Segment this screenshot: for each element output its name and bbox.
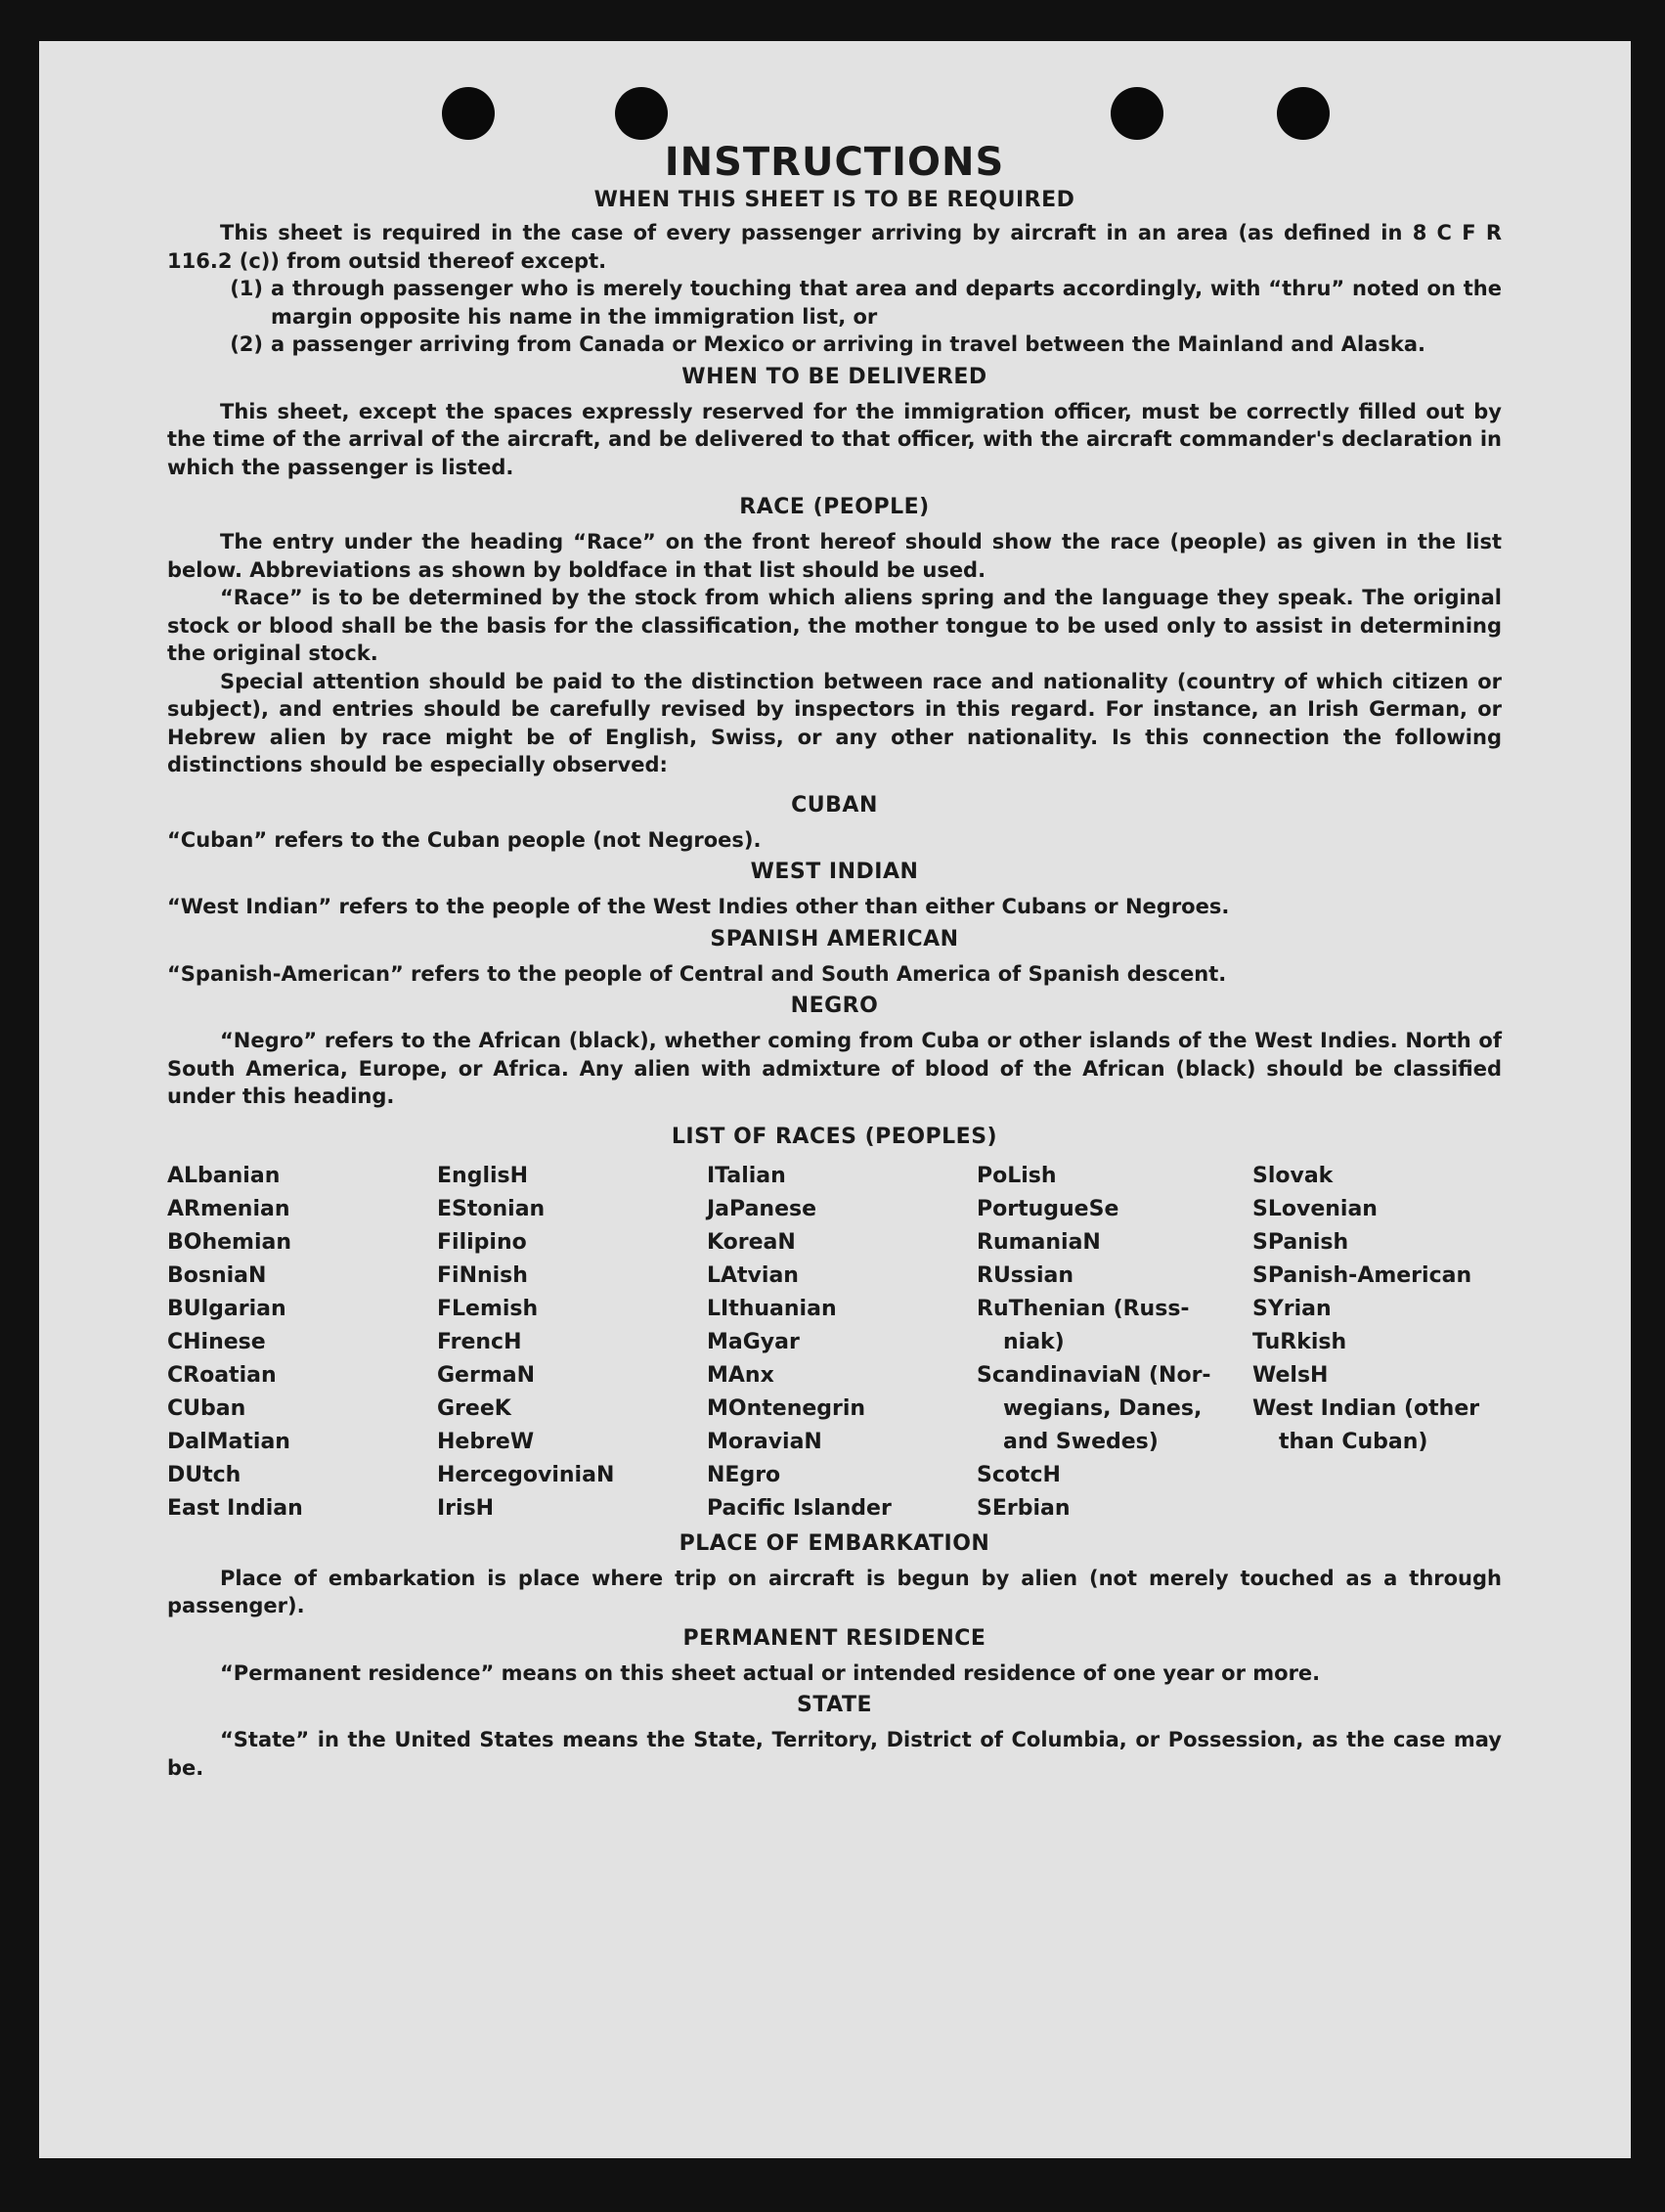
west-indian-text: “West Indian” refers to the people of the West Indies other than either Cubans or Negroes. xyxy=(167,895,1230,918)
race-item: SYrian xyxy=(1252,1296,1332,1321)
exception-item xyxy=(167,331,1502,359)
race-item: EStonian xyxy=(437,1196,546,1221)
race-column xyxy=(167,1160,437,1526)
race-item: LAtvian xyxy=(707,1262,799,1288)
race-item: SPanish xyxy=(1252,1229,1349,1255)
punch-hole xyxy=(1111,87,1163,140)
race-item: CRoatian xyxy=(167,1362,277,1388)
heading-state: STATE xyxy=(797,1693,872,1717)
race-item: ITalian xyxy=(707,1163,786,1188)
exception-number: (2) xyxy=(230,332,263,356)
race-item: NEgro xyxy=(707,1462,781,1487)
race-item: KoreaN xyxy=(707,1229,796,1255)
race-item: Slovak xyxy=(1252,1163,1334,1188)
race-item: Filipino xyxy=(437,1229,527,1255)
race-item: MoraviaN xyxy=(707,1429,822,1454)
race-item: HercegoviniaN xyxy=(437,1462,615,1487)
heading-list-of-races: LIST OF RACES (PEOPLES) xyxy=(671,1124,998,1149)
heading-place-of-embarkation: PLACE OF EMBARKATION xyxy=(679,1530,990,1556)
document-sheet xyxy=(39,41,1631,2158)
permanent-residence-text: “Permanent residence” means on this sheet actual or intended residence of one year or more. xyxy=(220,1660,1321,1685)
race-item: RumaniaN xyxy=(977,1229,1101,1255)
race-column xyxy=(437,1160,707,1526)
race-column xyxy=(707,1160,977,1526)
race-item: RuThenian (Russ- xyxy=(977,1296,1190,1321)
race-item: SErbian xyxy=(977,1495,1071,1521)
punch-hole xyxy=(615,87,668,140)
spanish-american-text: “Spanish-American” refers to the people of Central and South America of Spanish descent. xyxy=(167,961,1227,986)
exception-text: a passenger arriving from Canada or Mexico or arriving in travel between the Mainland and Alaska. xyxy=(271,332,1425,356)
exception-text: a through passenger who is merely touching that area and departs accordingly, with “thru” noted on the margin opposite his name in the immigration list, or xyxy=(271,277,1502,329)
page-title: INSTRUCTIONS xyxy=(664,140,1005,185)
race-item-continued: wegians, Danes, xyxy=(1003,1395,1203,1421)
when-delivered-text: This sheet, except the spaces expressly reserved for the immigration officer, must be correctly filled out by the time of the arrival of the aircraft, and be delivered to that officer, with the aircraft commander's declaration in which the passenger is listed. xyxy=(167,399,1502,479)
race-item: RUssian xyxy=(977,1262,1074,1288)
race-item: FiNnish xyxy=(437,1262,528,1288)
race-column xyxy=(1252,1160,1502,1526)
race-list xyxy=(167,1160,1502,1526)
punch-hole xyxy=(442,87,495,140)
race-item: FLemish xyxy=(437,1296,539,1321)
heading-negro: NEGRO xyxy=(790,994,879,1018)
heading-when-required: WHEN THIS SHEET IS TO BE REQUIRED xyxy=(593,188,1075,212)
punch-hole xyxy=(1277,87,1330,140)
race-paragraph: “Race” is to be determined by the stock from which aliens spring and the language they speak. The original stock or blood shall be the basis for the classification, the mother tongue to be used only to assist in determining the original stock. xyxy=(167,586,1502,665)
race-item: ScotcH xyxy=(977,1462,1061,1487)
race-item: WelsH xyxy=(1252,1362,1329,1388)
race-item: CUban xyxy=(167,1395,246,1421)
race-item: PoLish xyxy=(977,1163,1057,1188)
race-item: MAnx xyxy=(707,1362,774,1388)
race-item: DalMatian xyxy=(167,1429,290,1454)
state-text: “State” in the United States means the State, Territory, District of Columbia, or Possession, as the case may be. xyxy=(167,1728,1502,1780)
race-item: BosniaN xyxy=(167,1262,267,1288)
race-item: EnglisH xyxy=(437,1163,529,1188)
race-item: East Indian xyxy=(167,1495,303,1521)
race-item: HebreW xyxy=(437,1429,535,1454)
race-paragraph: The entry under the heading “Race” on the front hereof should show the race (people) as given in the list below. Abbreviations as shown by boldface in that list should be used. xyxy=(167,530,1502,582)
instructions-content xyxy=(167,139,1502,1782)
race-item: BUlgarian xyxy=(167,1296,286,1321)
race-item: FrencH xyxy=(437,1329,522,1354)
race-item: ARmenian xyxy=(167,1196,290,1221)
race-item: SPanish-American xyxy=(1252,1262,1472,1288)
heading-cuban: CUBAN xyxy=(791,792,878,818)
when-required-intro: This sheet is required in the case of every passenger arriving by aircraft in an area (as defined in 8 C F R 116.2 (c)) from outsid thereof except. xyxy=(167,221,1502,273)
race-item: TuRkish xyxy=(1252,1329,1347,1354)
race-item: ALbanian xyxy=(167,1163,281,1188)
exception-number: (1) xyxy=(230,277,263,300)
heading-permanent-residence: PERMANENT RESIDENCE xyxy=(682,1625,986,1651)
race-item: LIthuanian xyxy=(707,1296,837,1321)
heading-west-indian: WEST INDIAN xyxy=(750,860,919,884)
race-item-continued: and Swedes) xyxy=(1003,1429,1159,1454)
race-item: DUtch xyxy=(167,1462,241,1487)
race-item: West Indian (other xyxy=(1252,1395,1480,1421)
race-column xyxy=(977,1160,1252,1526)
exception-item xyxy=(167,275,1502,331)
cuban-text: “Cuban” refers to the Cuban people (not Negroes). xyxy=(167,827,762,852)
place-of-embarkation-text: Place of embarkation is place where trip on aircraft is begun by alien (not merely touched as a through passenger). xyxy=(167,1566,1502,1617)
race-paragraph: Special attention should be paid to the distinction between race and nationality (country of which citizen or subject), and entries should be carefully revised by inspectors in this regard. For instance, an Irish German, or Hebrew alien by race might be of English, Swiss, or any other nationality. Is this connection the following distinctions should be especially observed: xyxy=(167,669,1502,776)
heading-race: RACE (PEOPLE) xyxy=(739,495,930,519)
race-item: BOhemian xyxy=(167,1229,292,1255)
race-item: IrisH xyxy=(437,1495,495,1521)
heading-spanish-american: SPANISH AMERICAN xyxy=(710,926,959,951)
race-item: PortugueSe xyxy=(977,1196,1119,1221)
heading-when-delivered: WHEN TO BE DELIVERED xyxy=(681,364,987,389)
race-item: Pacific Islander xyxy=(707,1495,892,1521)
race-item-continued: than Cuban) xyxy=(1279,1429,1428,1454)
exception-list xyxy=(167,275,1502,359)
race-item: GreeK xyxy=(437,1395,511,1421)
race-item: CHinese xyxy=(167,1329,266,1354)
race-item: GermaN xyxy=(437,1362,536,1388)
race-item: SLovenian xyxy=(1252,1196,1378,1221)
race-item: JaPanese xyxy=(707,1196,817,1221)
race-item: MOntenegrin xyxy=(707,1395,866,1421)
race-item: ScandinaviaN (Nor- xyxy=(977,1362,1211,1388)
race-item-continued: niak) xyxy=(1003,1329,1065,1354)
negro-text: “Negro” refers to the African (black), whether coming from Cuba or other islands of the West Indies. North of South America, Europe, or Africa. Any alien with admixture of blood of the African (black) should be classified under this heading. xyxy=(167,1029,1502,1108)
race-item: MaGyar xyxy=(707,1329,800,1354)
